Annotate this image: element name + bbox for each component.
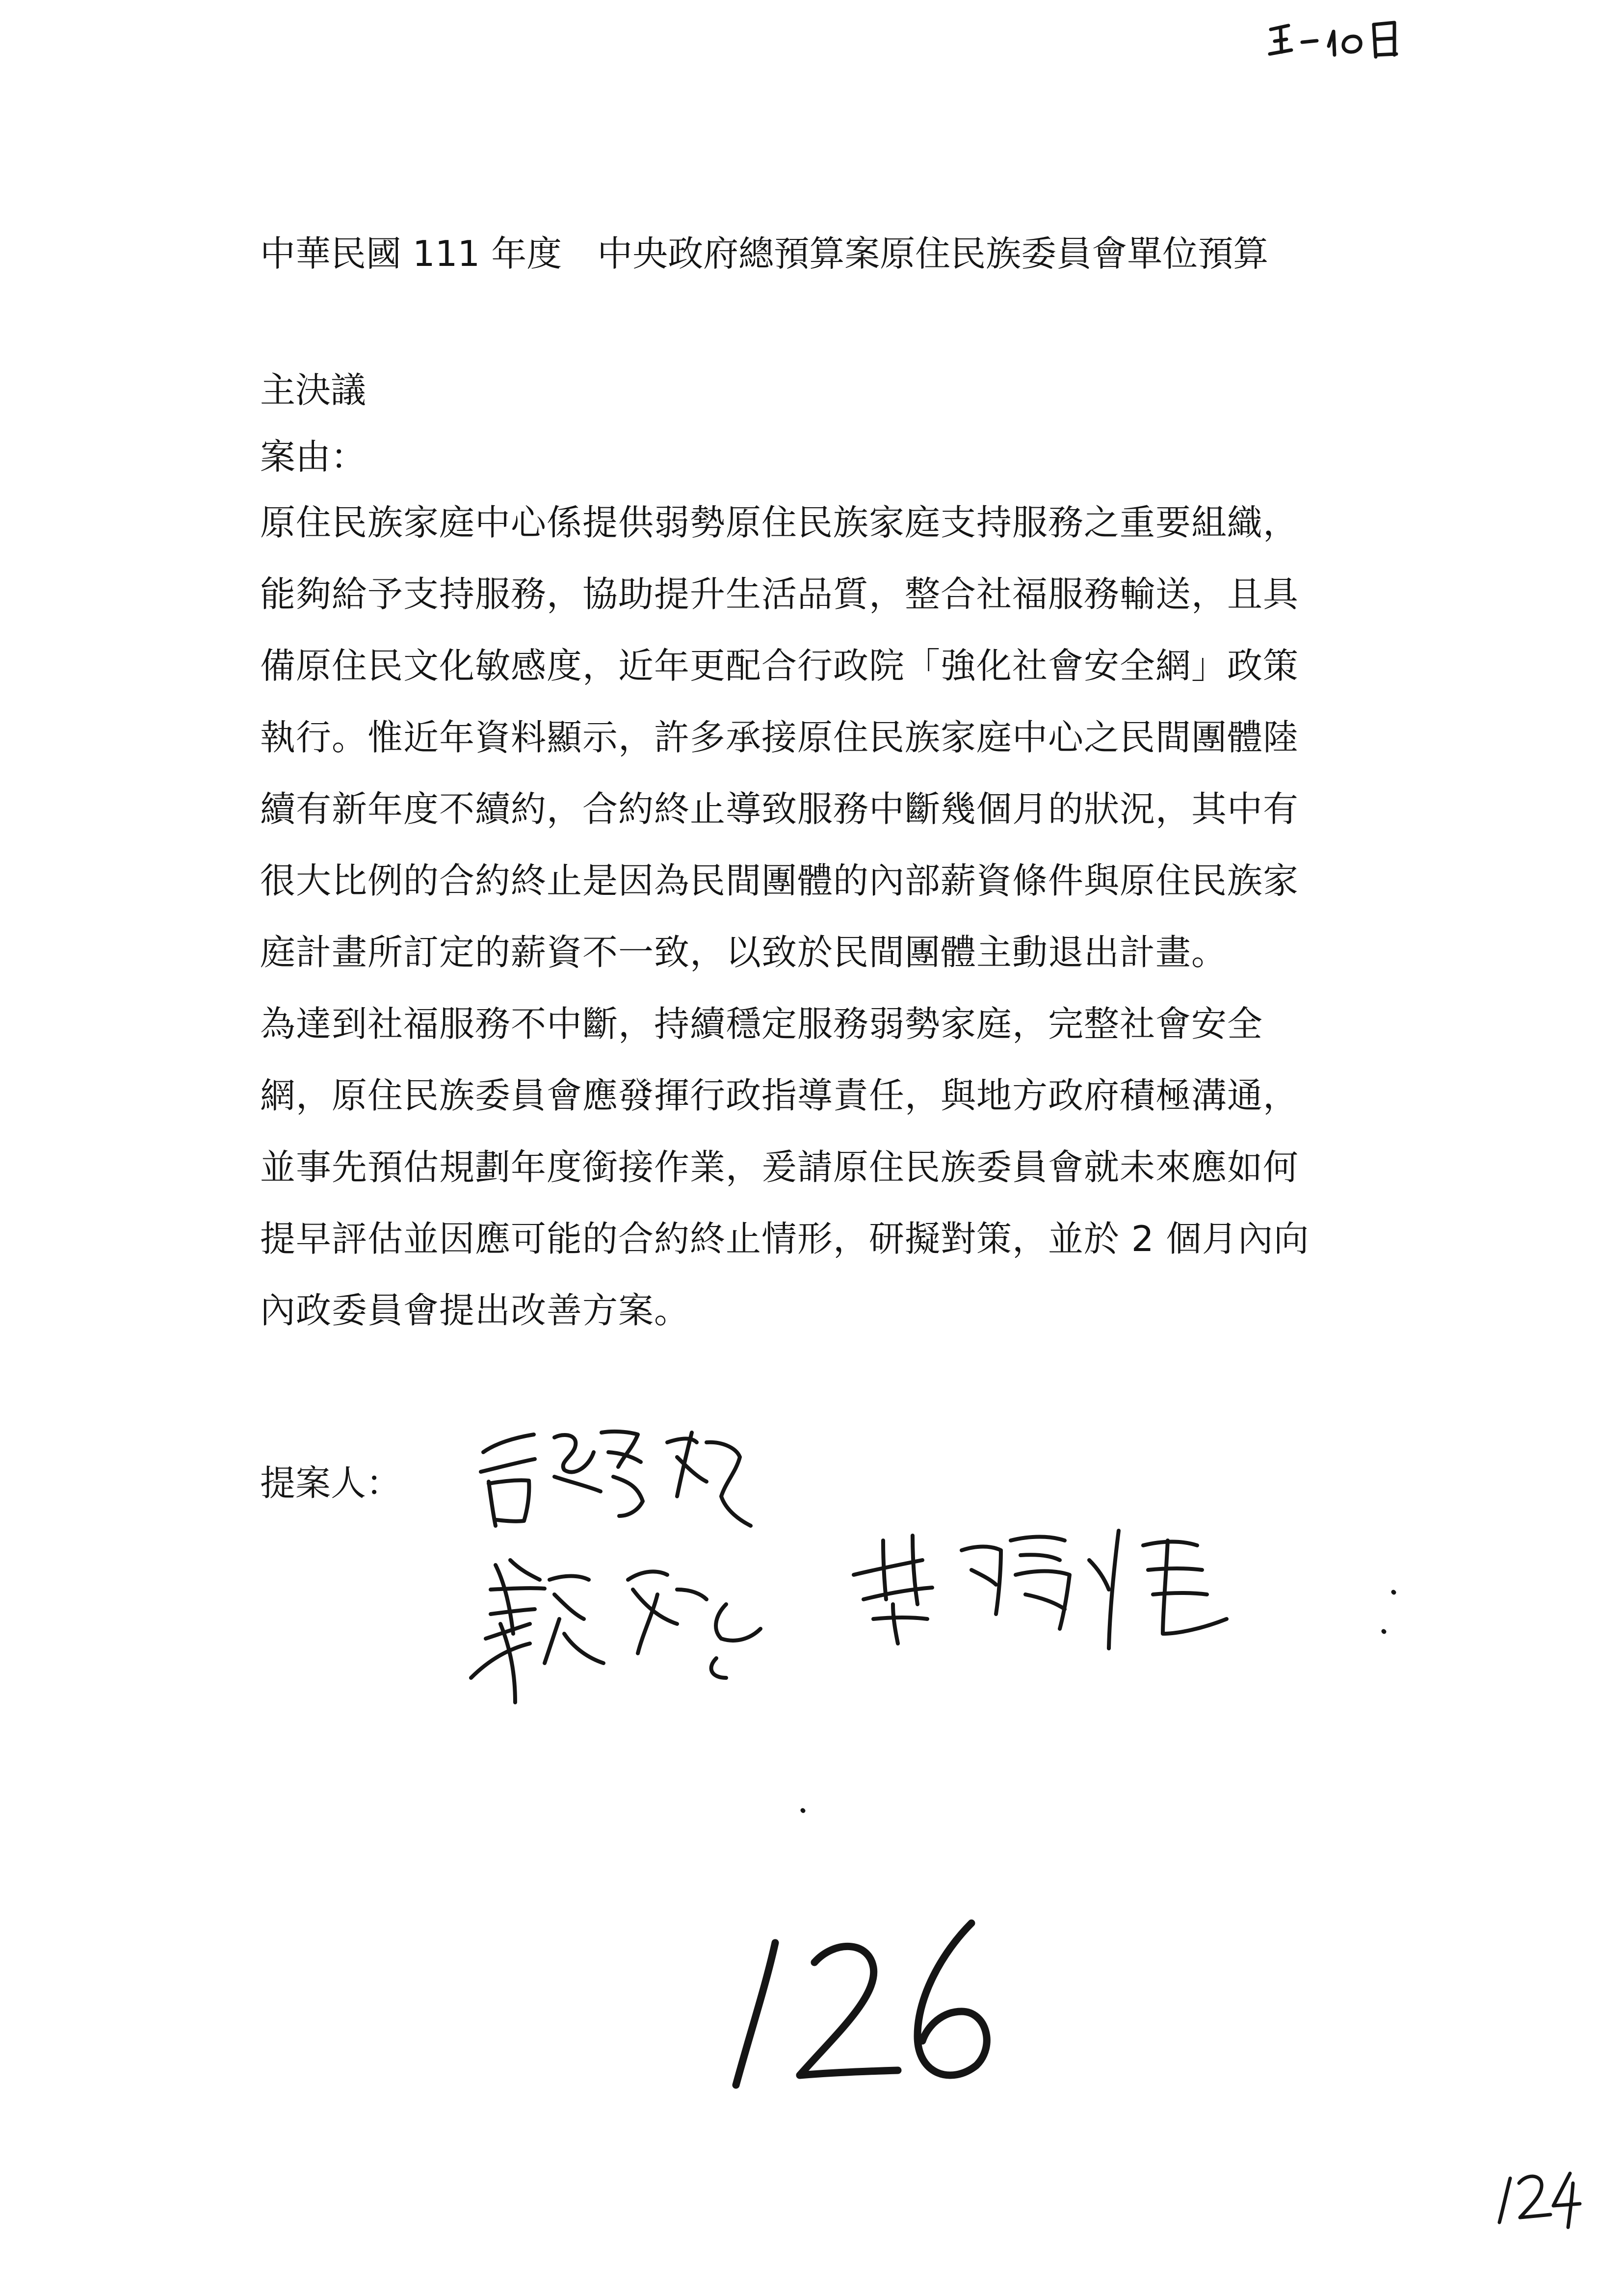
body-line: 原住民族家庭中心係提供弱勢原住民族家庭支持服務之重要組織，: [260, 502, 1299, 543]
page-number-large-handwriting: [736, 1923, 987, 2085]
body-line: 庭計畫所訂定的薪資不一致，以致於民間團體主動退出計畫。: [260, 932, 1228, 973]
body-line: 提早評估並因應可能的合約終止情形，研擬對策，並於 2 個月內向: [260, 1218, 1310, 1259]
body-line: 續有新年度不續約，合約終止導致服務中斷幾個月的狀況，其中有: [260, 788, 1299, 830]
signature-2: [471, 1560, 760, 1702]
body-line: 執行。惟近年資料顯示，許多承接原住民族家庭中心之民間團體陸: [260, 717, 1299, 758]
body-line: 內政委員會提出改善方案。: [260, 1290, 690, 1331]
body-line: 備原住民文化敏感度，近年更配合行政院「強化社會安全網」政策: [260, 645, 1299, 686]
body-line: 很大比例的合約終止是因為民間團體的內部薪資條件與原住民族家: [260, 860, 1299, 901]
proposer-label: 提案人：: [260, 1462, 402, 1504]
signature-3: [854, 1531, 1227, 1648]
body-line: 網，原住民族委員會應發揮行政指導責任，與地方政府積極溝通，: [260, 1075, 1299, 1116]
page-number-small-handwriting: [1499, 2173, 1580, 2227]
body-line: 並事先預估規劃年度銜接作業，爰請原住民族委員會就未來應如何: [260, 1147, 1299, 1188]
body-line: 為達到社福服務不中斷，持續穩定服務弱勢家庭，完整社會安全: [260, 1003, 1263, 1044]
section-label: 主決議: [260, 369, 367, 411]
case-label: 案由：: [260, 436, 367, 477]
signature-1: [481, 1432, 751, 1526]
top-note-handwriting: [1270, 23, 1396, 57]
margin-dots: [803, 1592, 1394, 1811]
document-title: 中華民國 111 年度 中央政府總預算案原住民族委員會單位預算: [260, 233, 1269, 274]
body-line: 能夠給予支持服務，協助提升生活品質，整合社福服務輸送，且具: [260, 574, 1299, 615]
